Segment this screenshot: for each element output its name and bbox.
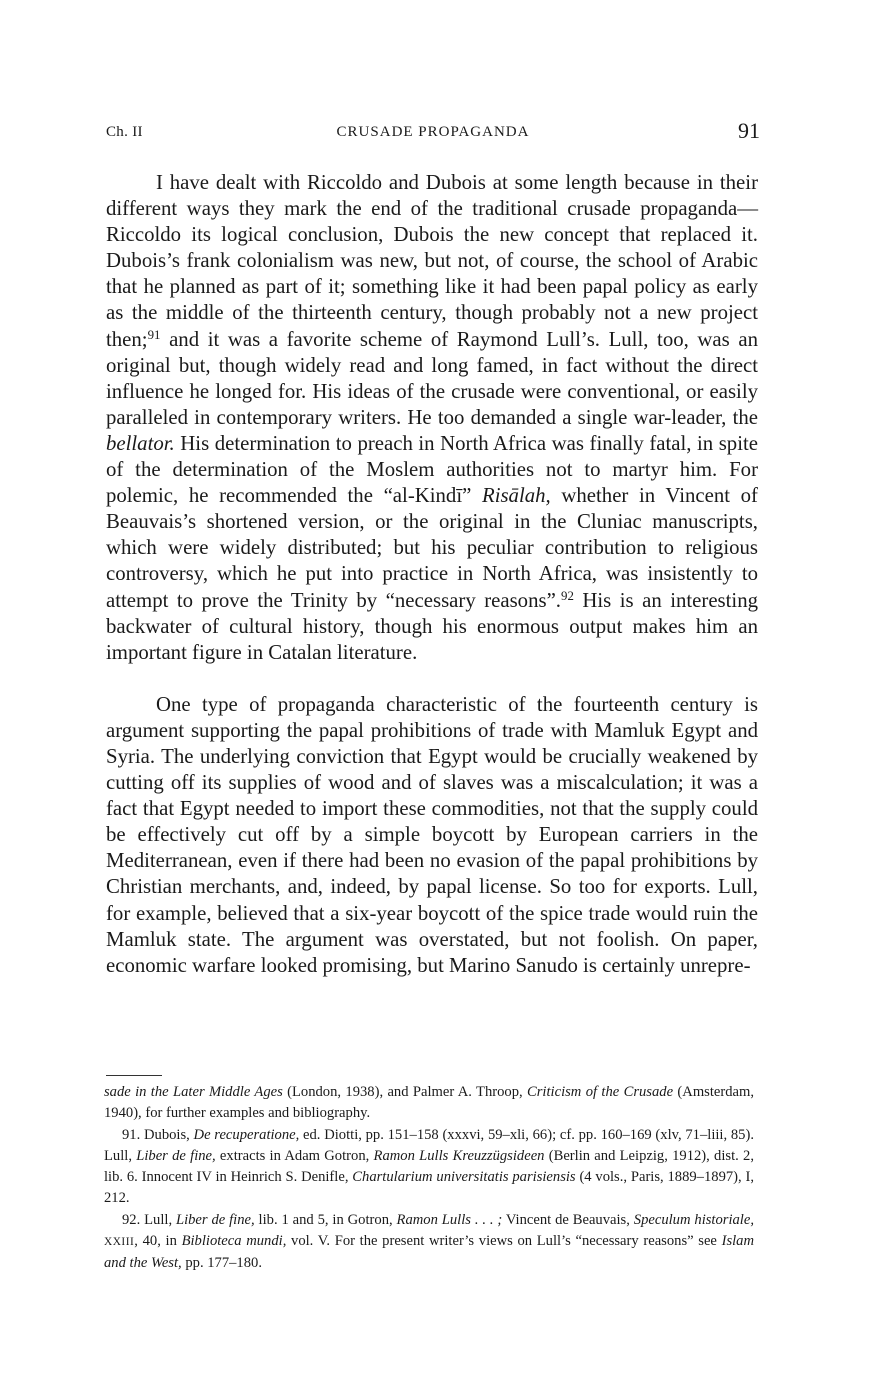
text-run: His is an interesting backwater of cultural history, though his enormous output makes him an important figure in Catalan literature. [106,588,759,664]
italic-title: Ramon Lulls Kreuzzügsideen [373,1147,545,1164]
text-run: and it was a favorite scheme of Raymond Lull’s. Lull, too, was an original but, though widely read and long famed, in fact without the direct influence he longed for. His ideas of the crusade were conventional, or easily paralleled in contemporary writers. He too demanded a single war-leader, the [106,327,758,429]
text-run: (Amsterdam, 1940), for further examples and bibliography. [104,1084,755,1122]
text-run: pp. 177–180. [181,1255,262,1272]
text-run: I have dealt with Riccoldo and Dubois at some length because in their different ways they mark the end of the traditional crusade propaganda—Riccoldo its logical conclusion, Dubois the new concept that replaced it. Dubois’s frank colonialism was new, but not, of course, the school of Arabic that he planned as part of it; something like it had been papal policy as early as the middle of the thirteenth century, though probably not a new project then; [106,171,758,351]
text-run: (London, 1938), and Palmer A. Throop, [282,1084,528,1100]
chapter-label: Ch. II [106,124,143,140]
footnote-91 [104,1125,754,1210]
text-run: extracts in Adam Gotron, [215,1147,374,1164]
text-run: , 40, in [134,1233,182,1250]
text-run: 91. Dubois, [122,1126,194,1143]
text-run: His determination to preach in North Africa was finally fatal, in spite of the determination of the Moslem authorities not to martyr him. For polemic, he recommended the “al-Kindī” [106,431,758,508]
italic-title: De recuperatione, [193,1126,300,1143]
footnote-ref-91: 91 [147,327,161,342]
footnote-separator [106,1075,162,1076]
text-run: (Berlin and Leipzig, 1912), dist. 2, lib. 6. Innocent IV in Heinrich S. Denifle, [104,1147,754,1186]
paragraph-2: One type of propaganda characteristic of the fourteenth century is argument supporting the papal prohibitions of trade with Mamluk Egypt and Syria. The underlying conviction that Egypt would be crucially weakened by cutting off its supplies of wood and of slaves was a miscalculation; it was a fact that Egypt needed to import these commodities, not that the supply could be effectively cut off by a simple boycott by European carriers in the Mediterranean, even if there had been no evasion of the papal prohibitions by Christian merchants, and, indeed, by papal license. So too for exports. Lull, for example, believed that a six-year boycott of the spice trade would ruin the Mamluk state. The argument was overstated, but not foolish. On paper, economic warfare looked promising, but Marino Sanudo is certainly unrepre- [106,692,758,977]
footnote-92 [104,1210,754,1275]
text-run: vol. V. For the present writer’s views on Lull’s “necessary reasons” see [286,1233,722,1250]
page-number: 91 [738,118,760,143]
text-run: Vincent de Beauvais, [502,1211,634,1228]
italic-term: Risālah, [481,484,551,508]
italic-title: Speculum historiale, [633,1211,754,1228]
running-head [106,118,760,148]
italic-title: Liber de fine, [175,1211,255,1228]
running-title: CRUSADE PROPAGANDA [336,124,530,140]
italic-title: Chartularium universitatis parisiensis [352,1169,576,1186]
footnote-continuation [104,1082,754,1125]
italic-title: Islam and the West, [104,1233,755,1272]
paragraph-1 [106,170,758,666]
italic-title: Liber de fine, [136,1147,216,1164]
main-text [106,170,758,979]
text-run: whether in Vincent of Beauvais’s shortened version, or the original in the Cluniac manuscripts, which were widely distributed; but his peculiar contribution to religious controversy, which he put into practice in North Africa, was insistently to attempt to prove the Trinity by “necessary reasons”. [106,484,758,612]
text-run: (4 vols., Paris, 1889–1897), I, 212. [104,1169,755,1207]
italic-title: Ramon Lulls . . . ; [396,1211,503,1228]
text-run: 92. Lull, [122,1211,176,1228]
italic-title: sade in the Later Middle Ages [104,1084,283,1100]
footnotes [104,1082,754,1275]
italic-title: Biblioteca mundi, [181,1233,287,1250]
text-run: lib. 1 and 5, in Gotron, [254,1211,397,1228]
text-run: ed. Diotti, pp. 151–158 (xxxvi, 59–xli, 66); cf. pp. 160–169 (xlv, 71–liii, 85). Lull, [104,1126,754,1164]
footnote-ref-92: 92 [561,588,574,603]
roman-numeral: XXIII [104,1236,135,1249]
italic-title: Criticism of the Crusade [527,1084,674,1100]
italic-term: bellator. [106,431,175,455]
